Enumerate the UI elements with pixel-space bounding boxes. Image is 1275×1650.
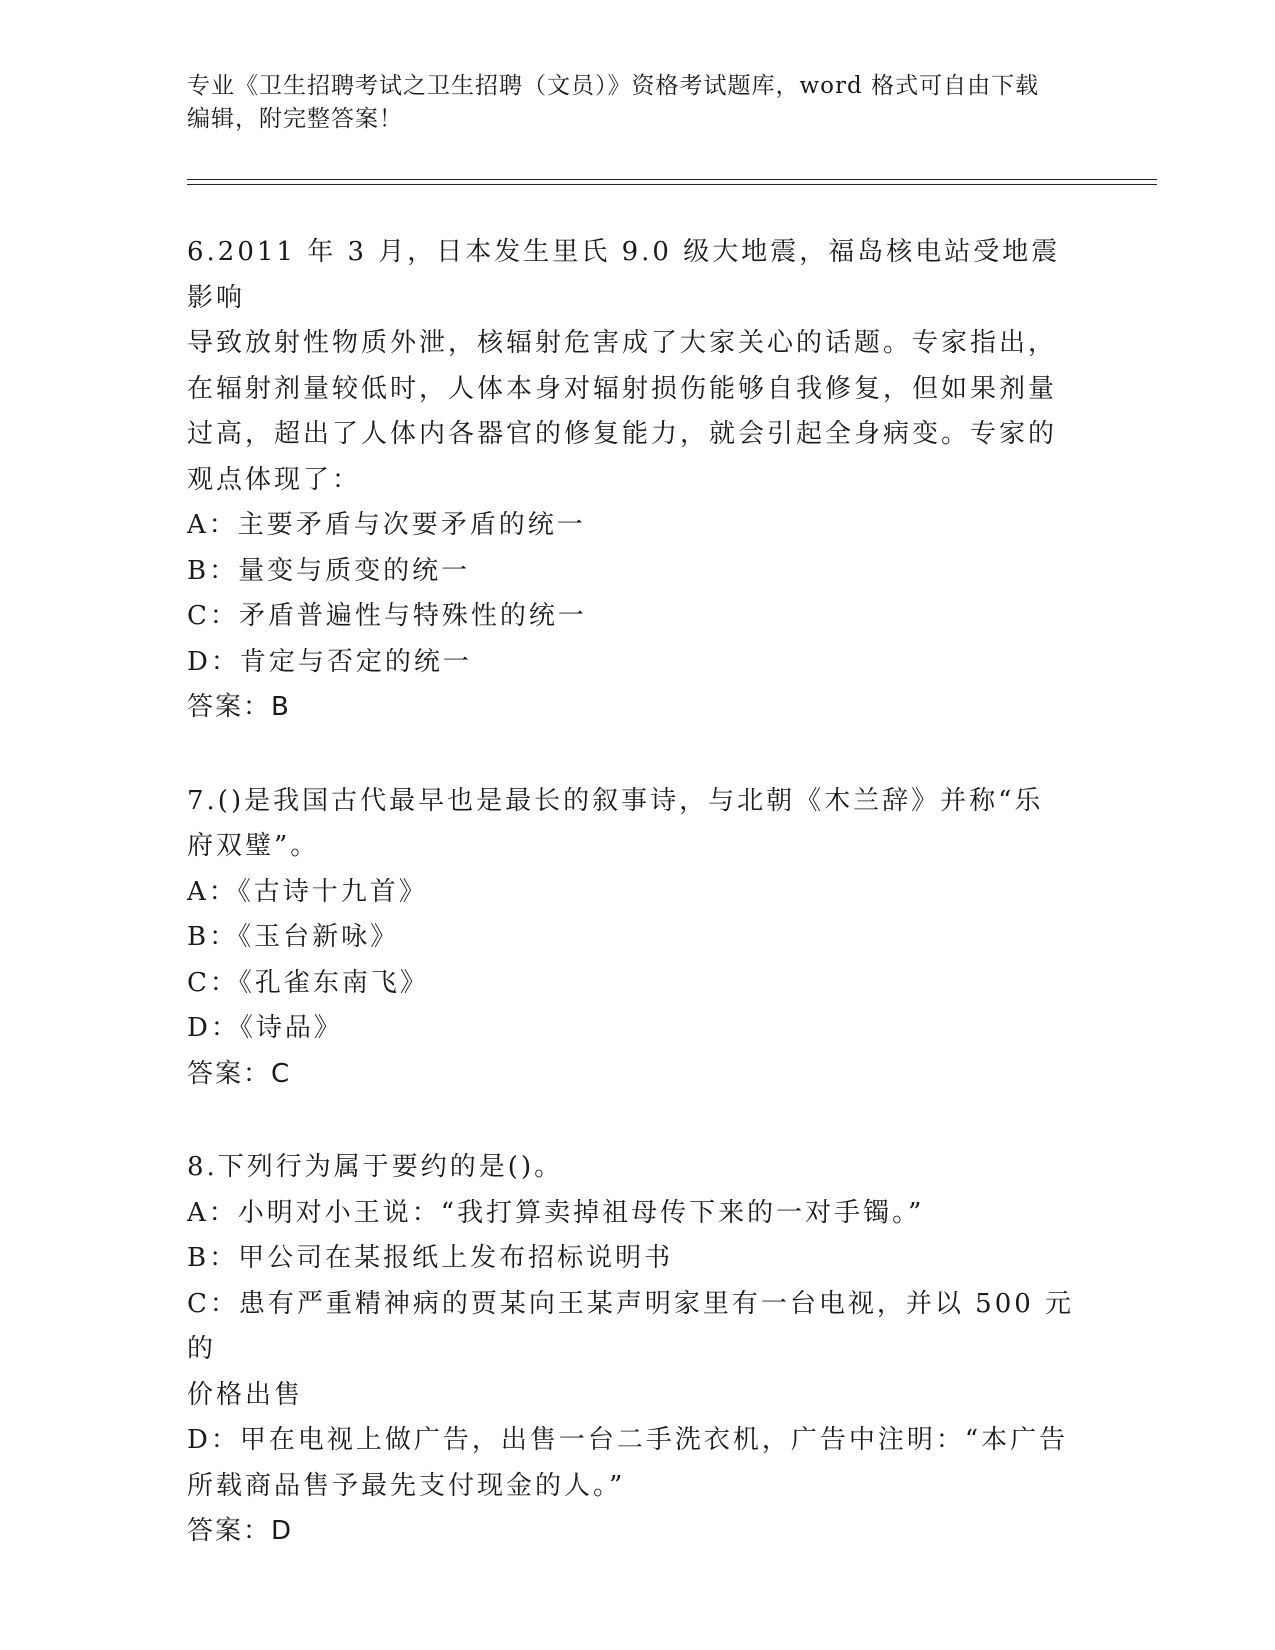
question-stem-line: 6.2011 年 3 月，日本发生里氏 9.0 级大地震，福岛核电站受地震影响 [187,237,1061,313]
header-line-1: 专业《卫生招聘考试之卫生招聘（文员）》资格考试题库，word 格式可自由下载 [187,73,1040,99]
option-c: C：患有严重精神病的贾某向王某声明家里有一台电视，并以 500 元的 [187,1288,1075,1364]
header-divider-bottom [187,184,1157,185]
option-c-continued: 价格出售 [187,1379,304,1410]
question-6 [187,230,1087,731]
option-c: C：《孔雀东南飞》 [187,967,429,998]
question-8 [187,1145,1087,1555]
question-7 [187,779,1087,1098]
option-d: D：甲在电视上做广告，出售一台二手洗衣机，广告中注明：“本广告 [187,1425,1069,1455]
question-stem-line: 8.下列行为属于要约的是()。 [187,1152,564,1182]
question-stem-line: 过高，超出了人体内各器官的修复能力，就会引起全身病变。专家的 [187,419,1058,449]
question-list [187,230,1087,1603]
question-stem-line: 7.()是我国古代最早也是最长的叙事诗，与北朝《木兰辞》并称“乐 [187,785,1044,816]
option-d-continued: 所载商品售予最先支付现金的人。” [187,1470,626,1501]
question-stem-line: 在辐射剂量较低时，人体本身对辐射损伤能够自我修复，但如果剂量 [187,373,1058,404]
option-b: B：量变与质变的统一 [187,555,471,586]
question-stem-line: 观点体现了： [187,464,362,495]
header-divider-top [187,179,1157,180]
header-line-2: 编辑，附完整答案！ [187,106,403,132]
option-b: B：甲公司在某报纸上发布招标说明书 [187,1243,674,1273]
option-c: C：矛盾普遍性与特殊性的统一 [187,601,587,631]
document-header [187,70,1067,136]
option-a: A：《古诗十九首》 [187,876,428,907]
option-d: D：肯定与否定的统一 [187,646,472,677]
option-d: D：《诗品》 [187,1013,343,1043]
question-stem-line: 导致放射性物质外泄，核辐射危害成了大家关心的话题。专家指出， [187,328,1058,358]
answer-label: 答案：B [187,692,291,722]
option-a: A：主要矛盾与次要矛盾的统一 [187,510,586,540]
answer-label: 答案：C [187,1058,292,1089]
answer-label: 答案：D [187,1516,294,1546]
question-stem-line: 府双璧”。 [187,831,320,861]
option-b: B：《玉台新咏》 [187,922,400,952]
option-a: A：小明对小王说：“我打算卖掉祖母传下来的一对手镯。” [187,1197,925,1228]
